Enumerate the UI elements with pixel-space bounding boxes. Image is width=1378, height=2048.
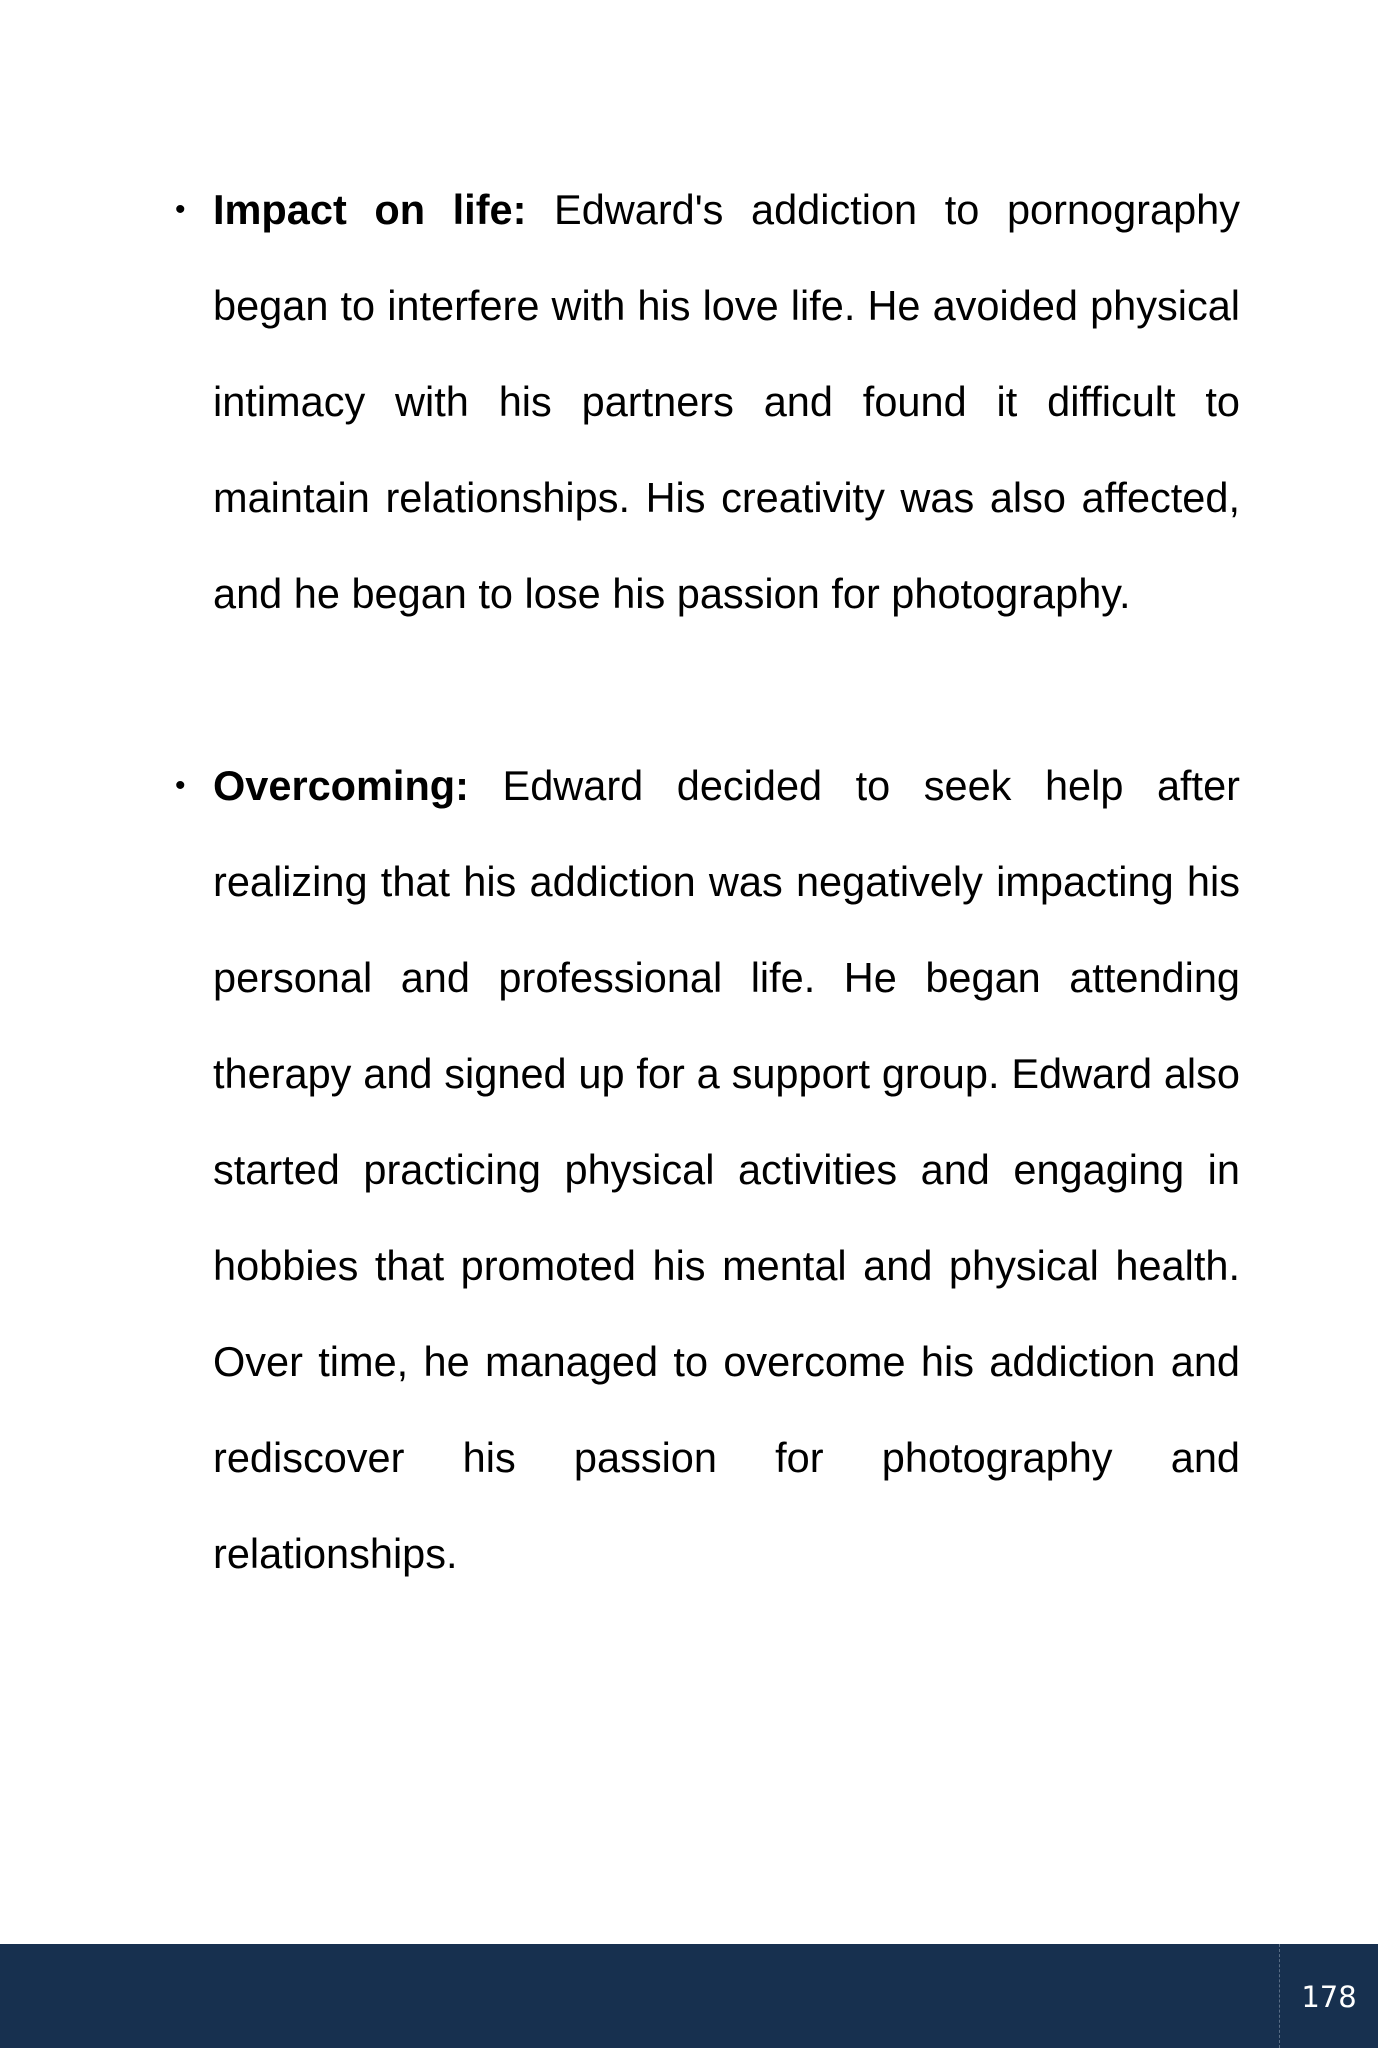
bullet-item-impact-on-life [175,162,1240,642]
item-text: Edward decided to seek help after realizing that his addiction was negatively impacting his personal and professional life. He began attending therapy and signed up for a support group. Edward also started practicing physical activities and engaging in hobbies that promoted his mental and physical health. Over time, he managed to overcome his addiction and rediscover his passion for photography and relationships. [213,762,1240,1577]
bullet-list [175,162,1240,1602]
page-number: 178 [1301,1980,1357,2014]
item-label: Overcoming: [213,762,469,809]
item-text: Edward's addiction to pornography began to interfere with his love life. He avoided physical intimacy with his partners and found it difficult to maintain relationships. His creativity was also affected, and he began to lose his passion for photography. [213,186,1240,617]
bullet-icon: • [175,769,186,802]
bullet-icon: • [175,193,186,226]
item-label: Impact on life: [213,186,527,233]
bullet-item-overcoming [175,738,1240,1602]
page-footer [0,1944,1378,2048]
